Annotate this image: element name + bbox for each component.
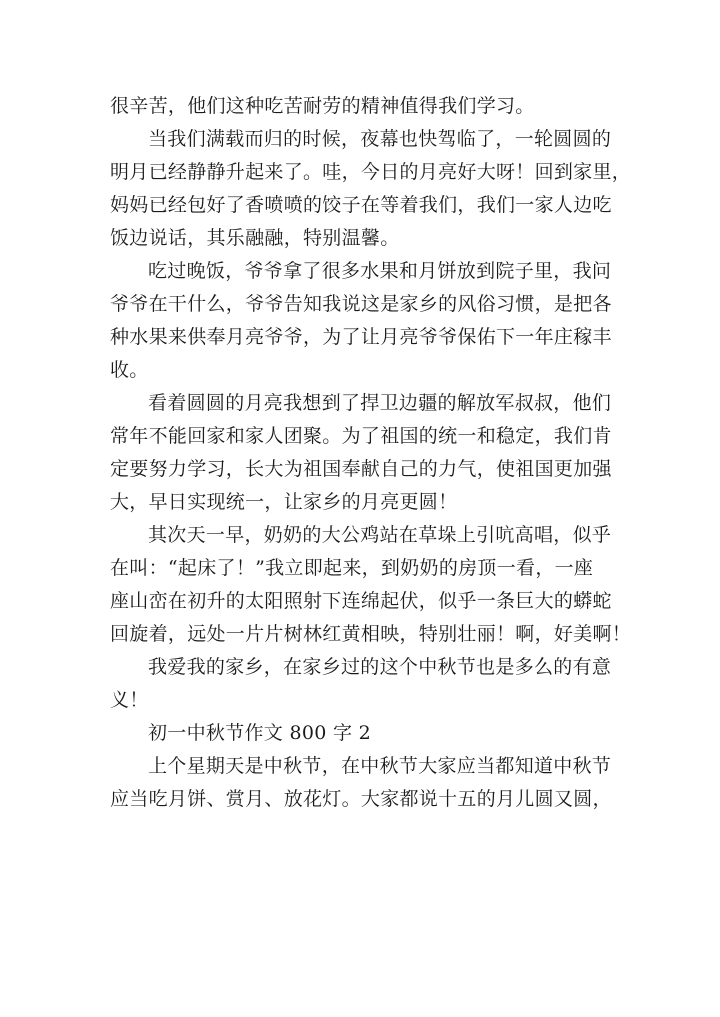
text-line: 妈妈已经包好了香喷喷的饺子在等着我们，我们一家人边吃 xyxy=(110,194,612,216)
text-line: 定要努力学习，长大为祖国奉献自己的力气，使祖国更加强 xyxy=(110,458,612,480)
section-heading: 初一中秋节作文 800 字 2 xyxy=(148,722,371,744)
text-line: 回旋着，远处一片片树林红黄相映，特别壮丽！啊，好美啊！ xyxy=(110,623,632,645)
text-line: 收。 xyxy=(110,359,149,381)
text-line: 常年不能回家和家人团聚。为了祖国的统一和稳定，我们肯 xyxy=(110,425,612,447)
text-line: 应当吃月饼、赏月、放花灯。大家都说十五的月儿圆又圆， xyxy=(110,788,612,810)
text-line: 明月已经静静升起来了。哇，今日的月亮好大呀！回到家里， xyxy=(110,161,632,183)
document-body xyxy=(110,90,632,816)
text-line: 当我们满载而归的时候，夜幕也快驾临了，一轮圆圆的 xyxy=(148,128,612,150)
text-line: 座山峦在初升的太阳照射下连绵起伏，似乎一条巨大的蟒蛇 xyxy=(110,590,612,612)
text-line: 大，早日实现统一，让家乡的月亮更圆！ xyxy=(110,491,458,513)
text-line: 义！ xyxy=(110,689,149,711)
text-line: 看着圆圆的月亮我想到了捍卫边疆的解放军叔叔，他们 xyxy=(148,392,612,414)
text-line: 我爱我的家乡，在家乡过的这个中秋节也是多么的有意 xyxy=(148,656,612,678)
text-line: 很辛苦，他们这种吃苦耐劳的精神值得我们学习。 xyxy=(110,95,535,117)
text-line: 在叫：“起床了！”我立即起来，到奶奶的房顶一看，一座 xyxy=(110,557,594,579)
text-line: 饭边说话，其乐融融，特别温馨。 xyxy=(110,227,400,249)
text-line: 吃过晚饭，爷爷拿了很多水果和月饼放到院子里，我问 xyxy=(148,260,612,282)
text-line: 种水果来供奉月亮爷爷，为了让月亮爷爷保佑下一年庄稼丰 xyxy=(110,326,612,348)
text-line: 爷爷在干什么，爷爷告知我说这是家乡的风俗习惯，是把各 xyxy=(110,293,612,315)
text-line: 其次天一早，奶奶的大公鸡站在草垛上引吭高唱，似乎 xyxy=(148,524,612,546)
text-line: 上个星期天是中秋节，在中秋节大家应当都知道中秋节 xyxy=(148,755,612,777)
